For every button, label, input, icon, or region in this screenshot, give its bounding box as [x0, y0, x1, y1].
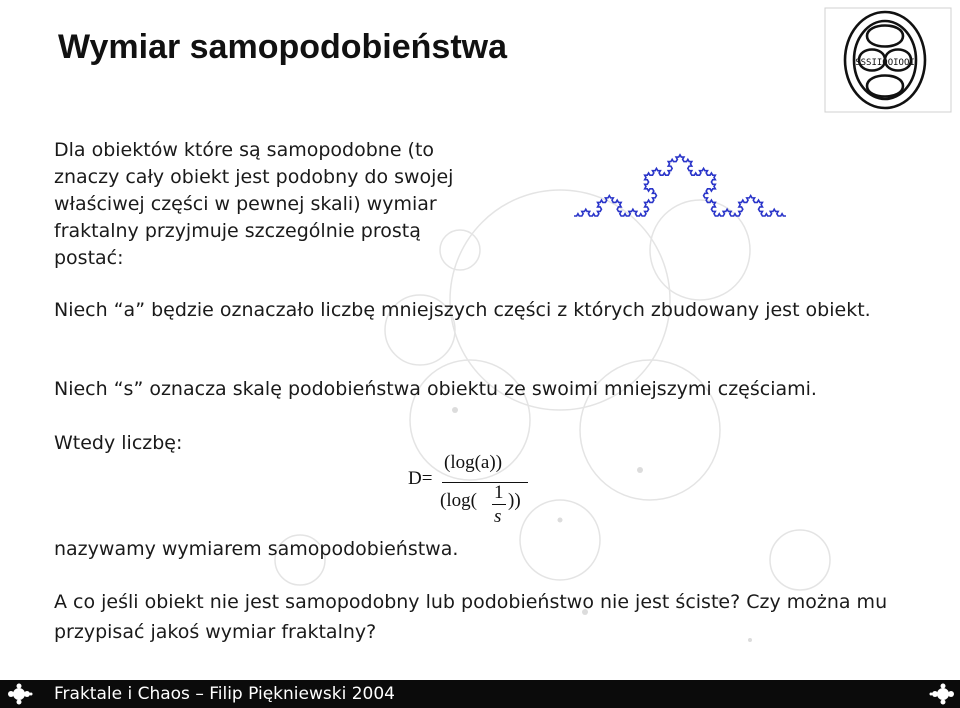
dimension-formula	[404, 452, 534, 532]
definition-s: Niech “s” oznacza skalę podobieństwa obiektu ze swoimi mniejszymi częściami.	[54, 378, 817, 400]
footer-bar	[0, 680, 960, 708]
formula-denominator-one: 1	[494, 482, 504, 503]
slide-title: Wymiar samopodobieństwa	[58, 28, 508, 66]
wtedy-text: Wtedy liczbę:	[54, 432, 183, 454]
svg-text:SSSIIOOIOOI: SSSIIOOIOOI	[855, 58, 915, 68]
university-seal-logo	[823, 6, 953, 114]
nazywamy-text: nazywamy wymiarem samopodobieństwa.	[54, 538, 459, 560]
fractal-icon	[6, 682, 34, 706]
formula-denominator-right: ))	[508, 490, 521, 511]
formula-denominator-left: (log(	[440, 490, 477, 511]
fractal-icon	[928, 682, 956, 706]
formula-denominator-s: s	[494, 506, 502, 527]
definition-a: Niech “a” będzie oznaczało liczbę mniejszych części z których zbudowany jest obiekt.	[54, 299, 871, 321]
koch-curve-illustration	[570, 150, 790, 220]
question-text: A co jeśli obiekt nie jest samopodobny lub podobieństwo nie jest ściste? Czy można mu przypisać jakoś wymiar fraktalny?	[54, 591, 888, 643]
fraction-bar	[442, 482, 528, 483]
formula-numerator: (log(a))	[444, 452, 503, 473]
intro-text: Dla obiektów które są samopodobne (to znaczy cały obiekt jest podobny do swojej właściwej części w pewnej skali) wymiar fraktalny przyjmuje szczególnie prostą postać:	[54, 139, 454, 269]
formula-lhs: D=	[408, 468, 433, 489]
koch-curve-path	[574, 155, 786, 216]
inner-fraction-bar	[492, 504, 506, 505]
footer-text: Fraktale i Chaos – Filip Piękniewski 2004	[54, 684, 395, 704]
